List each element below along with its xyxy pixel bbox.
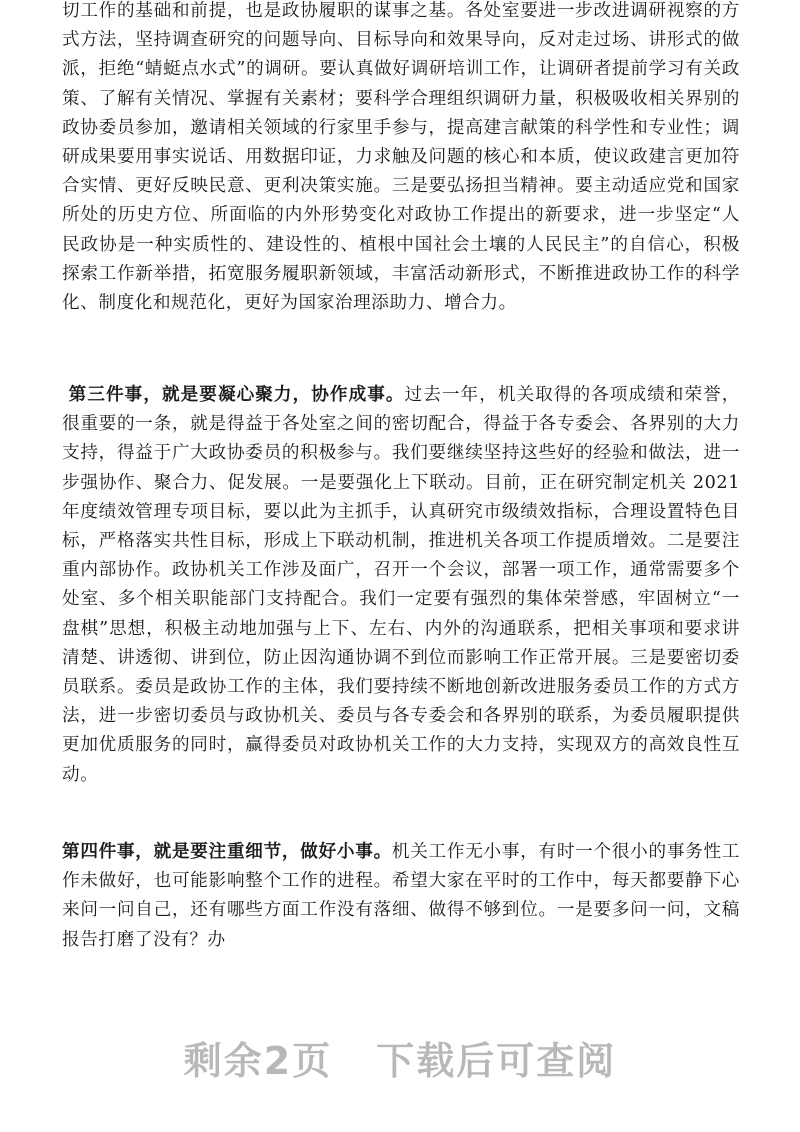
paragraph-2-lead: 第三件事，就是要凝心聚力，协作成事。	[68, 384, 405, 405]
paragraph-3-lead: 第四件事，就是要注重细节，做好小事。	[62, 841, 392, 862]
paragraph-2	[62, 380, 740, 790]
download-prompt-banner[interactable]	[0, 1030, 800, 1085]
paragraph-1	[62, 0, 740, 318]
paragraph-3	[62, 837, 740, 955]
paragraph-3-body: 机关工作无小事，有时一个很小的事务性工作未做好，也可能影响整个工作的进程。希望大家在平时的工作中，每天都要静下心来问一问自己，还有哪些方面工作没有落细、做得不够到位。一是要多问一问，文稿报告打磨了没有？办	[62, 842, 740, 950]
download-to-view-label: 下载后可查阅	[376, 1039, 617, 1083]
paragraph-1-body: 切工作的基础和前提，也是政协履职的谋事之基。各处室要进一步改进调研视察的方式方法，坚持调查研究的问题导向、目标导向和效果导向，反对走过场、讲形式的做派，拒绝“蜻蜓点水式”的调研。要认真做好调研培训工作，让调研者提前学习有关政策、了解有关情况、掌握有关素材；要科学合理组织调研力量，积极吸收相关界别的政协委员参加，邀请相关领域的行家里手参与，提高建言献策的科学性和专业性；调研成果要用事实说话、用数据印证，力求触及问题的核心和本质，使议政建言更加符合实情、更好反映民意、更利决策实施。三是要弘扬担当精神。要主动适应党和国家所处的历史方位、所面临的内外形势变化对政协工作提出的新要求，进一步坚定“人民政协是一种实质性的、建设性的、植根中国社会土壤的人民民主”的自信心，积极探索工作新举措，拓宽服务履职新领域，丰富活动新形式，不断推进政协工作的科学化、制度化和规范化，更好为国家治理添助力、增合力。	[62, 1, 740, 314]
paragraph-2-body: 过去一年，机关取得的各项成绩和荣誉，很重要的一条，就是得益于各处室之间的密切配合，得益于各专委会、各界别的大力支持，得益于广大政协委员的积极参与。我们要继续坚持这些好的经验和做法，进一步强协作、聚合力、促发展。一是要强化上下联动。目前，正在研究制定机关 2021 年度绩效管理专项目标，要以此为主抓手，认真研究市级绩效指标，合理设置特色目标，严格落实共性目标，形成上下联动机制，推进机关各项工作提质增效。二是要注重内部协作。政协机关工作涉及面广，召开一个会议，部署一项工作，通常需要多个处室、多个相关职能部门支持配合。我们一定要有强烈的集体荣誉感，牢固树立“一盘棋”思想，积极主动地加强与上下、左右、内外的沟通联系，把相关事项和要求讲清楚、讲透彻、讲到位，防止因沟通协调不到位而影响工作正常开展。三是要密切委员联系。委员是政协工作的主体，我们要持续不断地创新改进服务委员工作的方式方法，进一步密切委员与政协机关、委员与各专委会和各界别的联系，为委员履职提供更加优质服务的同时，赢得委员对政协机关工作的大力支持，实现双方的高效良性互动。	[62, 385, 740, 785]
remaining-pages-label: 剩余2页	[183, 1039, 333, 1083]
